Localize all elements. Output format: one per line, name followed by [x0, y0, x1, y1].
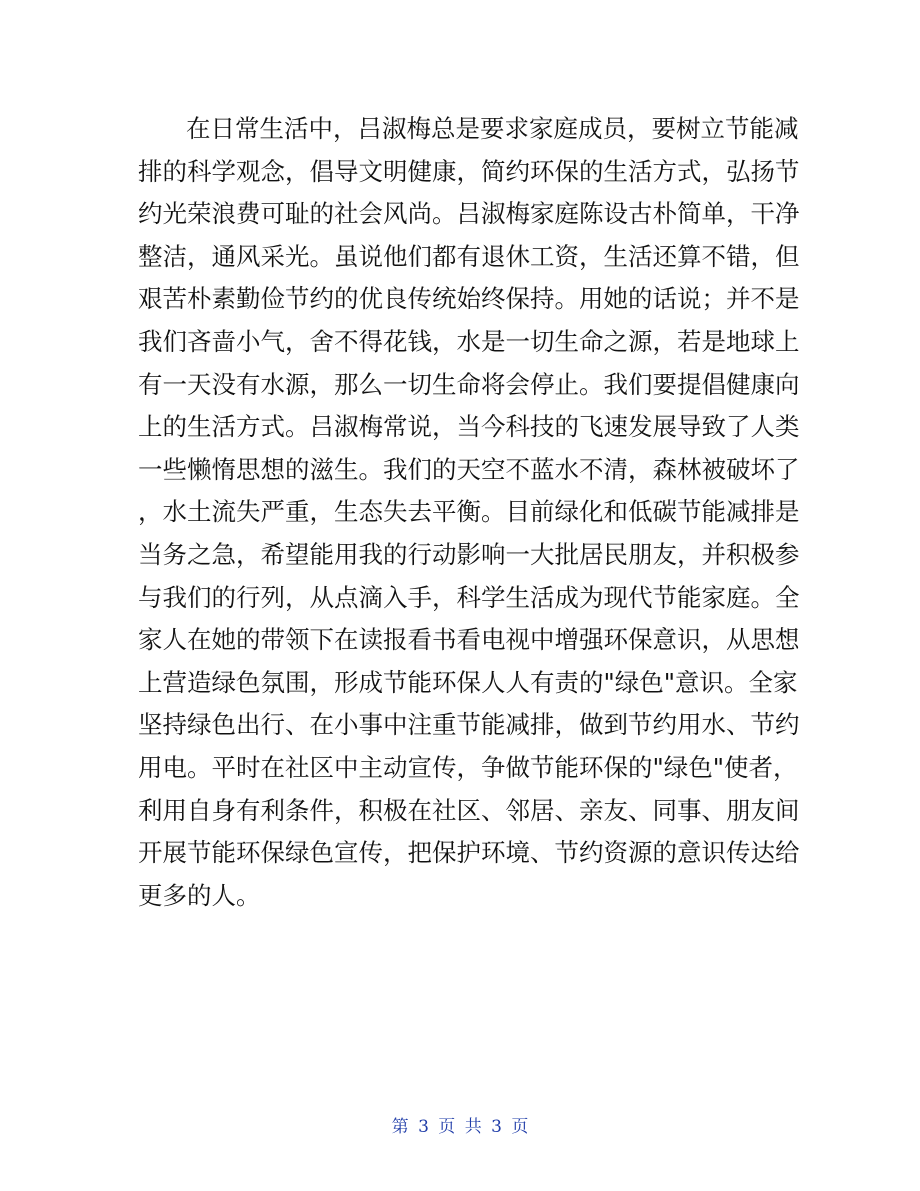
paragraph-line: 有一天没有水源，那么一切生命将会停止。我们要提倡健康向 — [138, 369, 800, 399]
paragraph-line: 当务之急，希望能用我的行动影响一大批居民朋友，并积极参 — [138, 539, 800, 569]
page-number-footer: 第 3 页 共 3 页 — [391, 1117, 529, 1137]
paragraph-line: 艰苦朴素勤俭节约的优良传统始终保持。用她的话说；并不是 — [138, 284, 800, 314]
paragraph-line: 我们吝啬小气，舍不得花钱，水是一切生命之源，若是地球上 — [138, 326, 800, 356]
paragraph-line: 更多的人。 — [138, 880, 261, 910]
paragraph-line: 利用自身有利条件，积极在社区、邻居、亲友、同事、朋友间 — [138, 795, 800, 825]
paragraph-line: 用电。平时在社区中主动宣传，争做节能环保的"绿色"使者， — [138, 752, 798, 782]
paragraph-line: 开展节能环保绿色宣传，把保护环境、节约资源的意识传达给 — [138, 838, 800, 868]
paragraph-line: 在日常生活中，吕淑梅总是要求家庭成员，要树立节能减 — [186, 114, 799, 143]
paragraph-line: 与我们的行列，从点滴入手，科学生活成为现代节能家庭。全 — [138, 582, 800, 612]
paragraph-line: 整洁，通风采光。虽说他们都有退休工资，生活还算不错，但 — [138, 241, 800, 271]
body-paragraph — [138, 108, 800, 917]
paragraph-line: 一些懒惰思想的滋生。我们的天空不蓝水不清，森林被破坏了 — [138, 454, 800, 484]
paragraph-line: 约光荣浪费可耻的社会风尚。吕淑梅家庭陈设古朴简单，干净 — [138, 199, 800, 229]
paragraph-line: 家人在她的带领下在读报看书看电视中增强环保意识，从思想 — [138, 625, 800, 655]
paragraph-line: ，水土流失严重，生态失去平衡。目前绿化和低碳节能减排是 — [138, 497, 800, 527]
paragraph-line: 坚持绿色出行、在小事中注重节能减排，做到节约用水、节约 — [138, 710, 800, 740]
paragraph-line: 排的科学观念，倡导文明健康，简约环保的生活方式，弘扬节 — [138, 156, 800, 186]
paragraph-line: 上营造绿色氛围，形成节能环保人人有责的"绿色"意识。全家 — [138, 667, 798, 697]
paragraph-line: 上的生活方式。吕淑梅常说，当今科技的飞速发展导致了人类 — [138, 412, 800, 442]
